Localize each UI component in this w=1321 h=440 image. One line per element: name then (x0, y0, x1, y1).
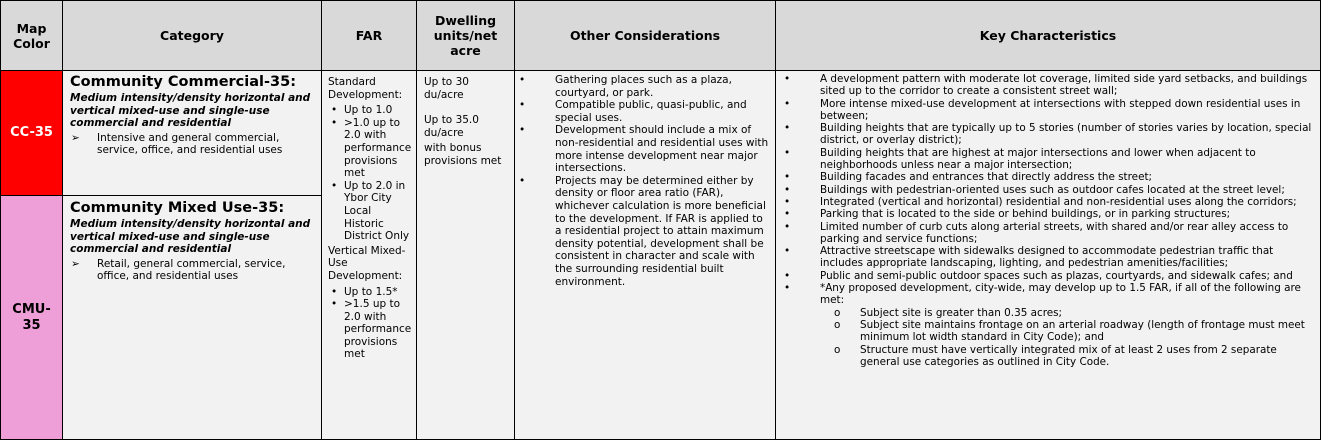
bullet-icon: • (331, 285, 338, 298)
bullet-icon: • (331, 104, 338, 117)
bullet-icon: • (784, 220, 791, 233)
category-cc (63, 71, 322, 196)
category-uses-text: Intensive and general commercial, service, office, and residential uses (97, 131, 283, 157)
map-color-cc: CC-35 (1, 71, 63, 196)
list-item: • >1.0 up to 2.0 with performance provisions met (328, 117, 412, 180)
bullet-icon: • (519, 99, 526, 112)
bullet-icon: • (784, 245, 791, 258)
arrow-bullet-icon: ➢ (71, 131, 80, 144)
sub-list-item: o Structure must have vertically integrated mix of at least 2 uses from 2 separate general use categories as outlined in City Code. (776, 344, 1312, 369)
map-color-cmu: CMU-35 (1, 196, 63, 440)
circle-bullet-icon: o (834, 318, 841, 331)
key-characteristics-list (776, 73, 1312, 368)
bullet-icon: • (784, 97, 791, 110)
bullet-icon: • (519, 74, 526, 86)
header-category: Category (63, 1, 322, 71)
category-uses (70, 132, 315, 157)
dwelling-bonus-note: with bonus provisions met (424, 142, 502, 167)
list-item: • A development pattern with moderate lot coverage, limited side yard setbacks, and buildings sited up to the corridor to create a consistent street wall; (776, 73, 1312, 98)
far-standard-list (328, 104, 412, 243)
dwelling-bonus: Up to 35.0 du/acre (424, 114, 479, 139)
circle-bullet-icon: o (834, 343, 841, 356)
category-title: Community Mixed Use-35: (70, 200, 285, 216)
category-uses (70, 258, 315, 283)
bullet-icon: • (784, 73, 791, 85)
bullet-icon: • (519, 124, 526, 137)
category-uses-text: Retail, general commercial, service, office, and residential uses (97, 257, 286, 283)
list-item: • Parking that is located to the side or behind buildings, or in parking structures; (776, 208, 1312, 220)
bullet-icon: • (784, 195, 791, 208)
bullet-icon: • (519, 174, 526, 187)
far-cell (322, 71, 417, 440)
far-standard-label: Standard Development: (328, 76, 403, 101)
list-item: • Development should include a mix of non-residential and residential uses with more intense development near major intersections. (516, 124, 769, 174)
list-item: • Up to 1.0 (328, 104, 412, 117)
circle-bullet-icon: o (834, 306, 841, 319)
bullet-icon: • (331, 179, 338, 192)
sub-list-item: o Subject site maintains frontage on an arterial roadway (length of frontage must meet minimum lot width standard in City Code); and (776, 319, 1312, 344)
list-item: • *Any proposed development, city-wide, may develop up to 1.5 FAR, if all of the following are met: (776, 282, 1312, 307)
list-item: • Up to 2.0 in Ybor City Local Historic District Only (328, 180, 412, 243)
list-item: • Buildings with pedestrian-oriented uses such as outdoor cafes located at the street level; (776, 184, 1312, 196)
other-considerations-cell (515, 71, 776, 440)
list-item: • Projects may be determined either by density or floor area ratio (FAR), whichever calculation is more beneficial to the development. If FAR is applied to a residential project to attain maximum density potential, development shall be consistent in character and scale with the surrounding residential built environment. (516, 175, 769, 288)
header-far: FAR (322, 1, 417, 71)
header-dwelling: Dwelling units/net acre (417, 1, 515, 71)
list-item: • Gathering places such as a plaza, courtyard, or park. (516, 74, 769, 99)
bullet-icon: • (784, 146, 791, 159)
far-vertical-list (328, 286, 412, 362)
list-item: • Building heights that are typically up to 5 stories (number of stories varies by location, special district, or overlay district); (776, 122, 1312, 147)
category-cmu (63, 196, 322, 440)
list-item: • Integrated (vertical and horizontal) residential and non-residential uses along the corridors; (776, 196, 1312, 208)
other-considerations-list (516, 74, 769, 288)
header-other: Other Considerations (515, 1, 776, 71)
bullet-icon: • (784, 208, 791, 221)
list-item: • Up to 1.5* (328, 286, 412, 299)
dwelling-base: Up to 30 du/acre (424, 76, 469, 101)
category-title: Community Commercial-35: (70, 74, 296, 90)
list-item: • Building heights that are highest at major intersections and lower when adjacent to neighborhoods unless near a major intersection; (776, 147, 1312, 172)
bullet-icon: • (784, 269, 791, 282)
header-map-color: Map Color (1, 1, 63, 71)
key-characteristics-cell (776, 71, 1321, 440)
list-item: • Building facades and entrances that directly address the street; (776, 171, 1312, 183)
category-description: Medium intensity/density horizontal and vertical mixed-use and single-use commercial and residential (70, 218, 311, 256)
bullet-icon: • (331, 298, 338, 311)
bullet-icon: • (784, 171, 791, 184)
list-item: • Limited number of curb cuts along arterial streets, with shared and/or rear alley access to parking and service functions; (776, 221, 1312, 246)
category-description: Medium intensity/density horizontal and vertical mixed-use and single-use commercial and residential (70, 92, 311, 130)
bullet-icon: • (784, 122, 791, 135)
list-item: • More intense mixed-use development at intersections with stepped down residential uses in between; (776, 98, 1312, 123)
list-item: • Public and semi-public outdoor spaces such as plazas, courtyards, and sidewalk cafes; and (776, 270, 1312, 282)
bullet-icon: • (331, 116, 338, 129)
dwelling-cell (417, 71, 515, 440)
list-item: • >1.5 up to 2.0 with performance provisions met (328, 298, 412, 361)
far-vertical-label: Vertical Mixed-Use Development: (328, 244, 406, 282)
sub-list-item: o Subject site is greater than 0.35 acres; (776, 307, 1312, 319)
list-item: • Attractive streetscape with sidewalks designed to accommodate pedestrian traffic that includes appropriate landscaping, lighting, and pedestrian amenities/facilities; (776, 245, 1312, 270)
bullet-icon: • (784, 183, 791, 196)
arrow-bullet-icon: ➢ (71, 257, 80, 270)
list-item: • Compatible public, quasi-public, and special uses. (516, 99, 769, 124)
bullet-icon: • (784, 282, 791, 295)
header-key: Key Characteristics (776, 1, 1321, 71)
